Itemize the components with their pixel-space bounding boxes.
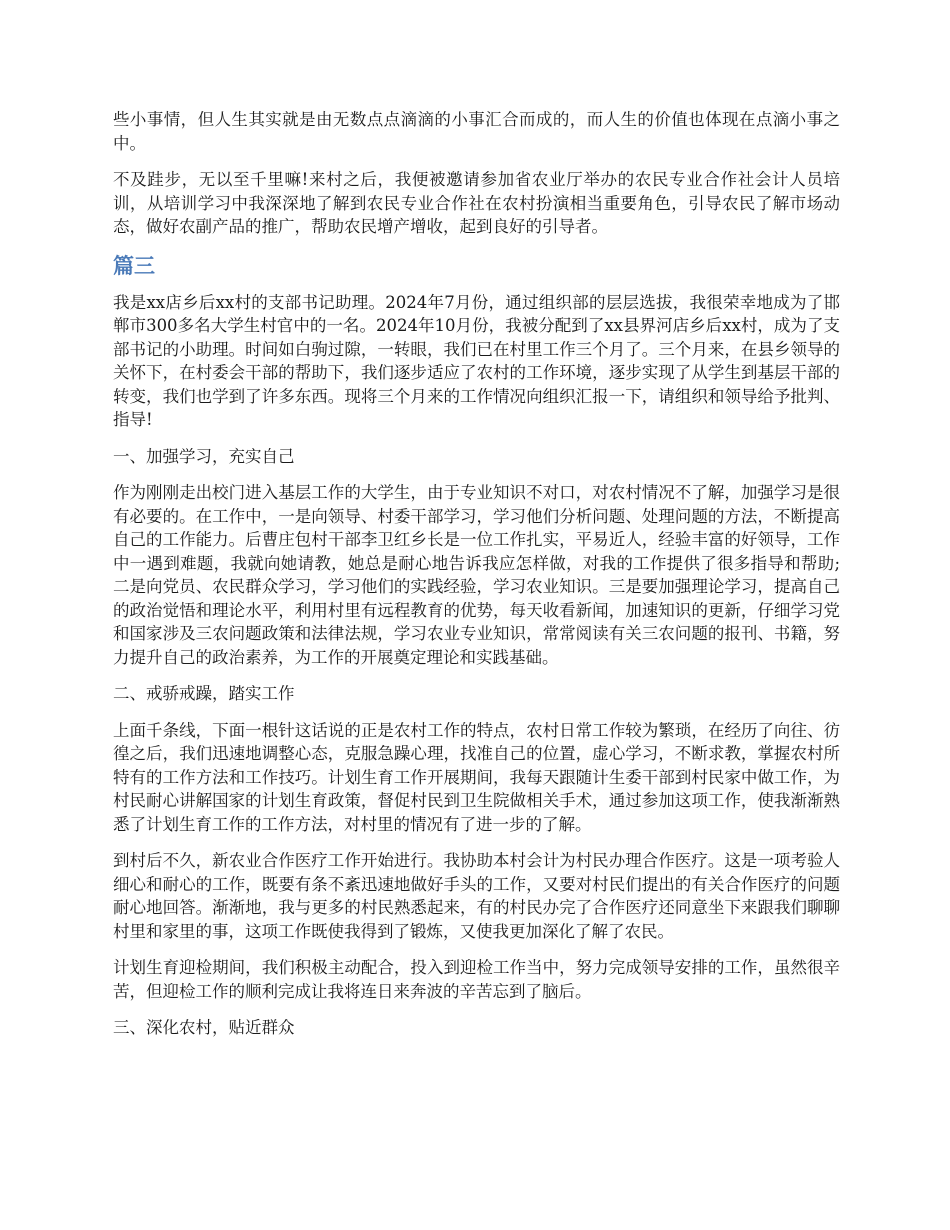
intro-paragraph-1: 些小事情，但人生其实就是由无数点点滴滴的小事汇合而成的，而人生的价值也体现在点滴小事之中。 [113, 110, 840, 153]
part1-title: 一、加强学习，充实自己 [113, 446, 295, 466]
section-heading: 篇三 [113, 253, 155, 278]
part2-paragraph-2: 到村后不久，新农业合作医疗工作开始进行。我协助本村会计为村民办理合作医疗。这是一项考验人细心和耐心的工作，既要有条不紊迅速地做好手头的工作，又要对村民们提出的有关合作医疗的问题耐心地回答。渐渐地，我与更多的村民熟悉起来，有的村民办完了合作医疗还同意坐下来跟我们聊聊村里和家里的事，这项工作既使我得到了锻炼，又使我更加深化了解了农民。 [113, 851, 840, 941]
part2-title: 二、戒骄戒躁，踏实工作 [113, 684, 295, 703]
part3-title: 三、深化农村，贴近群众 [113, 1018, 295, 1037]
document-page [113, 108, 840, 1053]
part2-paragraph-3: 计划生育迎检期间，我们积极主动配合，投入到迎检工作当中，努力完成领导安排的工作，虽然很辛苦，但迎检工作的顺利完成让我将连日来奔波的辛苦忘到了脑后。 [113, 958, 840, 1001]
opening-paragraph: 我是xx店乡后xx村的支部书记助理。2024年7月份，通过组织部的层层选拔，我很荣幸地成为了邯郸市300多名大学生村官中的一名。2024年10月份，我被分配到了xx县界河店乡后xx村，成为了支部书记的小助理。时间如白驹过隙，一转眼，我们已在村里工作三个月了。三个月来，在县乡领导的关怀下，在村委会干部的帮助下，我们逐步适应了农村的工作环境，逐步实现了从学生到基层干部的转变，我们也学到了许多东西。现将三个月来的工作情况向组织汇报一下，请组织和领导给予批判、指导! [113, 292, 840, 429]
part1-paragraph: 作为刚刚走出校门进入基层工作的大学生，由于专业知识不对口，对农村情况不了解，加强学习是很有必要的。在工作中，一是向领导、村委干部学习，学习他们分析问题、处理问题的方法，不断提高自己的工作能力。后曹庄包村干部李卫红乡长是一位工作扎实，平易近人，经验丰富的好领导，工作中一遇到难题，我就向她请教，她总是耐心地告诉我应怎样做，对我的工作提供了很多指导和帮助;二是向党员、农民群众学习，学习他们的实践经验，学习农业知识。三是要加强理论学习，提高自己的政治觉悟和理论水平，利用村里有远程教育的优势，每天收看新闻，加速知识的更新，仔细学习党和国家涉及三农问题政策和法律法规，学习农业专业知识，常常阅读有关三农问题的报刊、书籍，努力提升自己的政治素养，为工作的开展奠定理论和实践基础。 [113, 483, 840, 667]
part2-paragraph-1: 上面千条线，下面一根针这话说的正是农村工作的特点，农村日常工作较为繁琐，在经历了向往、彷徨之后，我们迅速地调整心态，克服急躁心理，找准自己的位置，虚心学习，不断求教，掌握农村所特有的工作方法和工作技巧。计划生育工作开展期间，我每天跟随计生委干部到村民家中做工作，为村民耐心讲解国家的计划生育政策，督促村民到卫生院做相关手术，通过参加这项工作，使我渐渐熟悉了计划生育工作的工作方法，对村里的情况有了进一步的了解。 [113, 720, 840, 834]
intro-paragraph-2: 不及跬步，无以至千里嘛!来村之后，我便被邀请参加省农业厅举办的农民专业合作社会计人员培训，从培训学习中我深深地了解到农民专业合作社在农村扮演相当重要角色，引导农民了解市场动态，做好农副产品的推广，帮助农民增产增收，起到良好的引导者。 [113, 170, 840, 236]
